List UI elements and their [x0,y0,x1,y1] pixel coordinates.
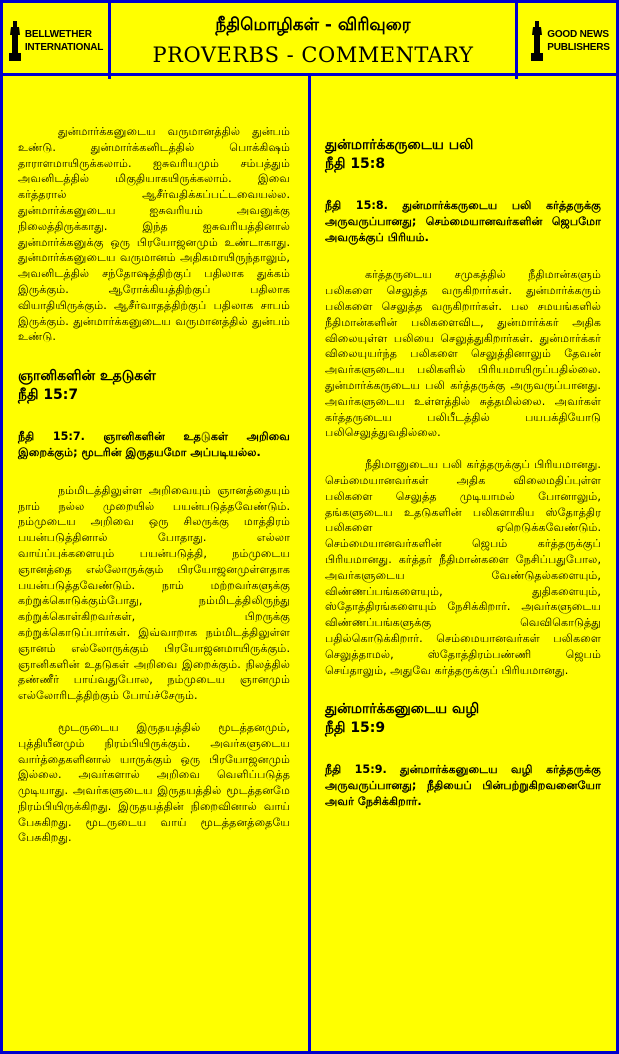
left-logo-line1: BELLWETHER [24,29,92,40]
heading-title: துன்மார்க்கருடைய பலி [325,137,474,153]
heading-title: துன்மார்க்கனுடைய வழி [325,701,480,718]
heading-reference: நீதி 15:7 [18,387,79,404]
paragraph: நம்மிடத்திலுள்ள அறிவையும் ஞானத்தையும் நாம் நல்ல முறையில் பயன்படுத்தவேண்டும். நம்முடைய அறிவை ஒரு சிலருக்கு மாத்திரம் பயன்படுத்தினால் போதாது. எல்லா வாய்ப்புக்களையும் பயன்படுத்தி, நம்முடைய ஞானத்தை எல்லோருக்கும் பிரயோஜனமுள்ளதாக பயன்படுத்தவேண்டும். நாம் மற்றவர்களுக்கு கற்றுக்கொடுக்கும்போது, நம்மிடத்திலிருந்து கற்றுக்கொள்கிறவர்கள், பிறருக்கு கற்றுக்கொடுப்பார்கள். இவ்வாறாக நம்மிடத்திலுள்ள ஞானம் எல்லோருக்கும் பிரயோஜனமாயிருக்கும். ஞானிகளின் உதடுகள் அறிவை இறைக்கும். நிலத்தில் தண்ணீர் பாய்வதுபோல, நம்முடைய ஞானமும் எல்லோரிடத்திற்கும் போய்ச்சேரும். [18,483,290,703]
bell-tower-icon [8,21,22,61]
title-english: PROVERBS - COMMENTARY [152,43,474,67]
section-heading [325,700,601,738]
header [0,0,619,76]
right-logo-line2: PUBLISHERS [547,42,610,53]
verse-text: நீதி 15:7. ஞானிகளின் உதடுகள் அறிவை இறைக்கும்; மூடரின் இருதயமோ அப்படியல்ல. [18,430,290,459]
title-block [111,3,515,79]
left-column [0,76,311,1054]
heading-reference: நீதி 15:9 [325,720,386,737]
paragraph: துன்மார்க்கனுடைய வருமானத்தில் துன்பம் உண்டு. துன்மார்க்கனிடத்தில் பொக்கிஷம் தாராளமாயிருக்கலாம். ஐசுவரியமும் சம்பத்தும் அவனிடத்தில் மிகுதியாகயிருக்கலாம். இவை கர்த்தரால் ஆசீர்வதிக்கப்பட்டவையல்ல. துன்மார்க்கனுடைய ஐசுவரியம் அவனுக்கு நிலைத்திருக்காது. இந்த ஐசுவரியத்தினால் துன்மார்க்கனுக்கு ஒரு பிரயோஜனமும் உண்டாகாது. துன்மார்க்கனுடைய வருமானம் அதிகமாயிருந்தாலும், அவனிடத்தில் சந்தோஷத்திற்குப் பதிலாக துக்கம் இருக்கும். ஆரோக்கியத்திற்குப் பதிலாக வியாதியிருக்கும். ஆசீர்வாதத்திற்குப் பதிலாக சாபம் இருக்கும். துன்மார்க்கனுடைய வருமானத்தில் துன்பம் உண்டு. [18,125,290,344]
good-news-logo [515,3,619,79]
bellwether-logo [3,3,111,79]
paragraph: கர்த்தருடைய சமுகத்தில் நீதிமான்களும் பலிகளை செலுத்த வருகிறார்கள். துன்மார்க்கரும் பலிகளை செலுத்த வருகிறார்கள். பல சமயங்களில் நீதிமான்களின் பலிகளைவிட, துன்மார்க்கர் அதிக விலையுள்ள பலியை செலுத்துகிறார்கள். துன்மார்க்கர் விலையுயர்ந்த பலிகளை செலுத்தினாலும் தேவன் அவர்களுடைய பலிகளில் பிரியமாயிருப்பதில்லை. துன்மார்க்கருடைய பலி கர்த்தருக்கு அருவருப்பானது. அவர்களுடைய உள்ளத்தில் சுத்தமில்லை. அவர்கள் கர்த்தருடைய பலிபீடத்தில் பயபக்தியோடு பலிசெலுத்துவதில்லை. [325,268,601,440]
heading-title: ஞானிகளின் உதடுகள் [18,368,156,385]
section-heading [325,136,601,174]
heading-reference: நீதி 15:8 [325,156,386,172]
right-column [311,76,619,1054]
left-logo-line2: INTERNATIONAL [24,42,104,53]
title-tamil: நீதிமொழிகள் - விரிவுரை [215,15,411,35]
paragraph: நீதிமானுடைய பலி கர்த்தருக்குப் பிரியமானது. செம்மையானவர்கள் அதிக விலைமதிப்புள்ள பலிகளை செலுத்த முடியாமல் போனாலும், தங்களுடைய உதடுகளின் பலிகளாகிய ஸ்தோத்திர பலிகளை ஏறெடுக்கவேண்டும். செம்மையானவர்களின் ஜெபம் கர்த்தருக்குப் பிரியமானது. கர்த்தர் நீதிமான்களை நேசிப்பதுபோல, அவர்களுடைய வேண்டுதல்களையும், விண்ணப்பங்களையும், துதிகளையும், ஸ்தோத்திரங்களையும் நேசிக்கிறார். அவர்களுடைய விண்ணப்பங்களுக்கு வெவிகொடுத்து பதில்கொடுக்கிறார். செம்மையானவர்கள் பலிகளை செலுத்தாமல், ஸ்தோத்திரம்பண்ணி ஜெபம் செய்தாலும், அதுவே கர்த்தருக்குப் பிரியமானது. [325,458,601,677]
verse-text: நீதி 15:9. துன்மார்க்கனுடைய வழி கர்த்தருக்கு அருவருப்பானது; நீதியைப் பின்பற்றுகிறவனையோ அவர் நேசிக்கிறார். [325,763,601,808]
tower-icon [530,21,544,61]
verse-text: நீதி 15:8. துன்மார்க்கருடைய பலி கர்த்தருக்கு அருவருப்பானது; செம்மையானவர்களின் ஜெபமோ அவருக்குப் பிரியம். [325,199,601,244]
section-heading [18,367,290,405]
paragraph: மூடருடைய இருதயத்தில் மூடத்தனமும், புத்தியீனமும் நிரம்பியிருக்கும். அவர்களுடைய வார்த்தைகளினால் யாருக்கும் ஒரு பிரயோஜனமும் இல்லை. அவர்களால் அறிவை வெளிப்படுத்த முடியாது. அவர்களுடைய இருதயத்தில் மூடத்தனமே நிரம்பியிருக்கிறது. இருதயத்தின் நிறைவினால் வாய் பேசுகிறது. மூடருடைய வாய் மூடத்தனத்தையே பேசுகிறது. [18,720,290,845]
right-logo-line1: GOOD NEWS [547,29,609,40]
